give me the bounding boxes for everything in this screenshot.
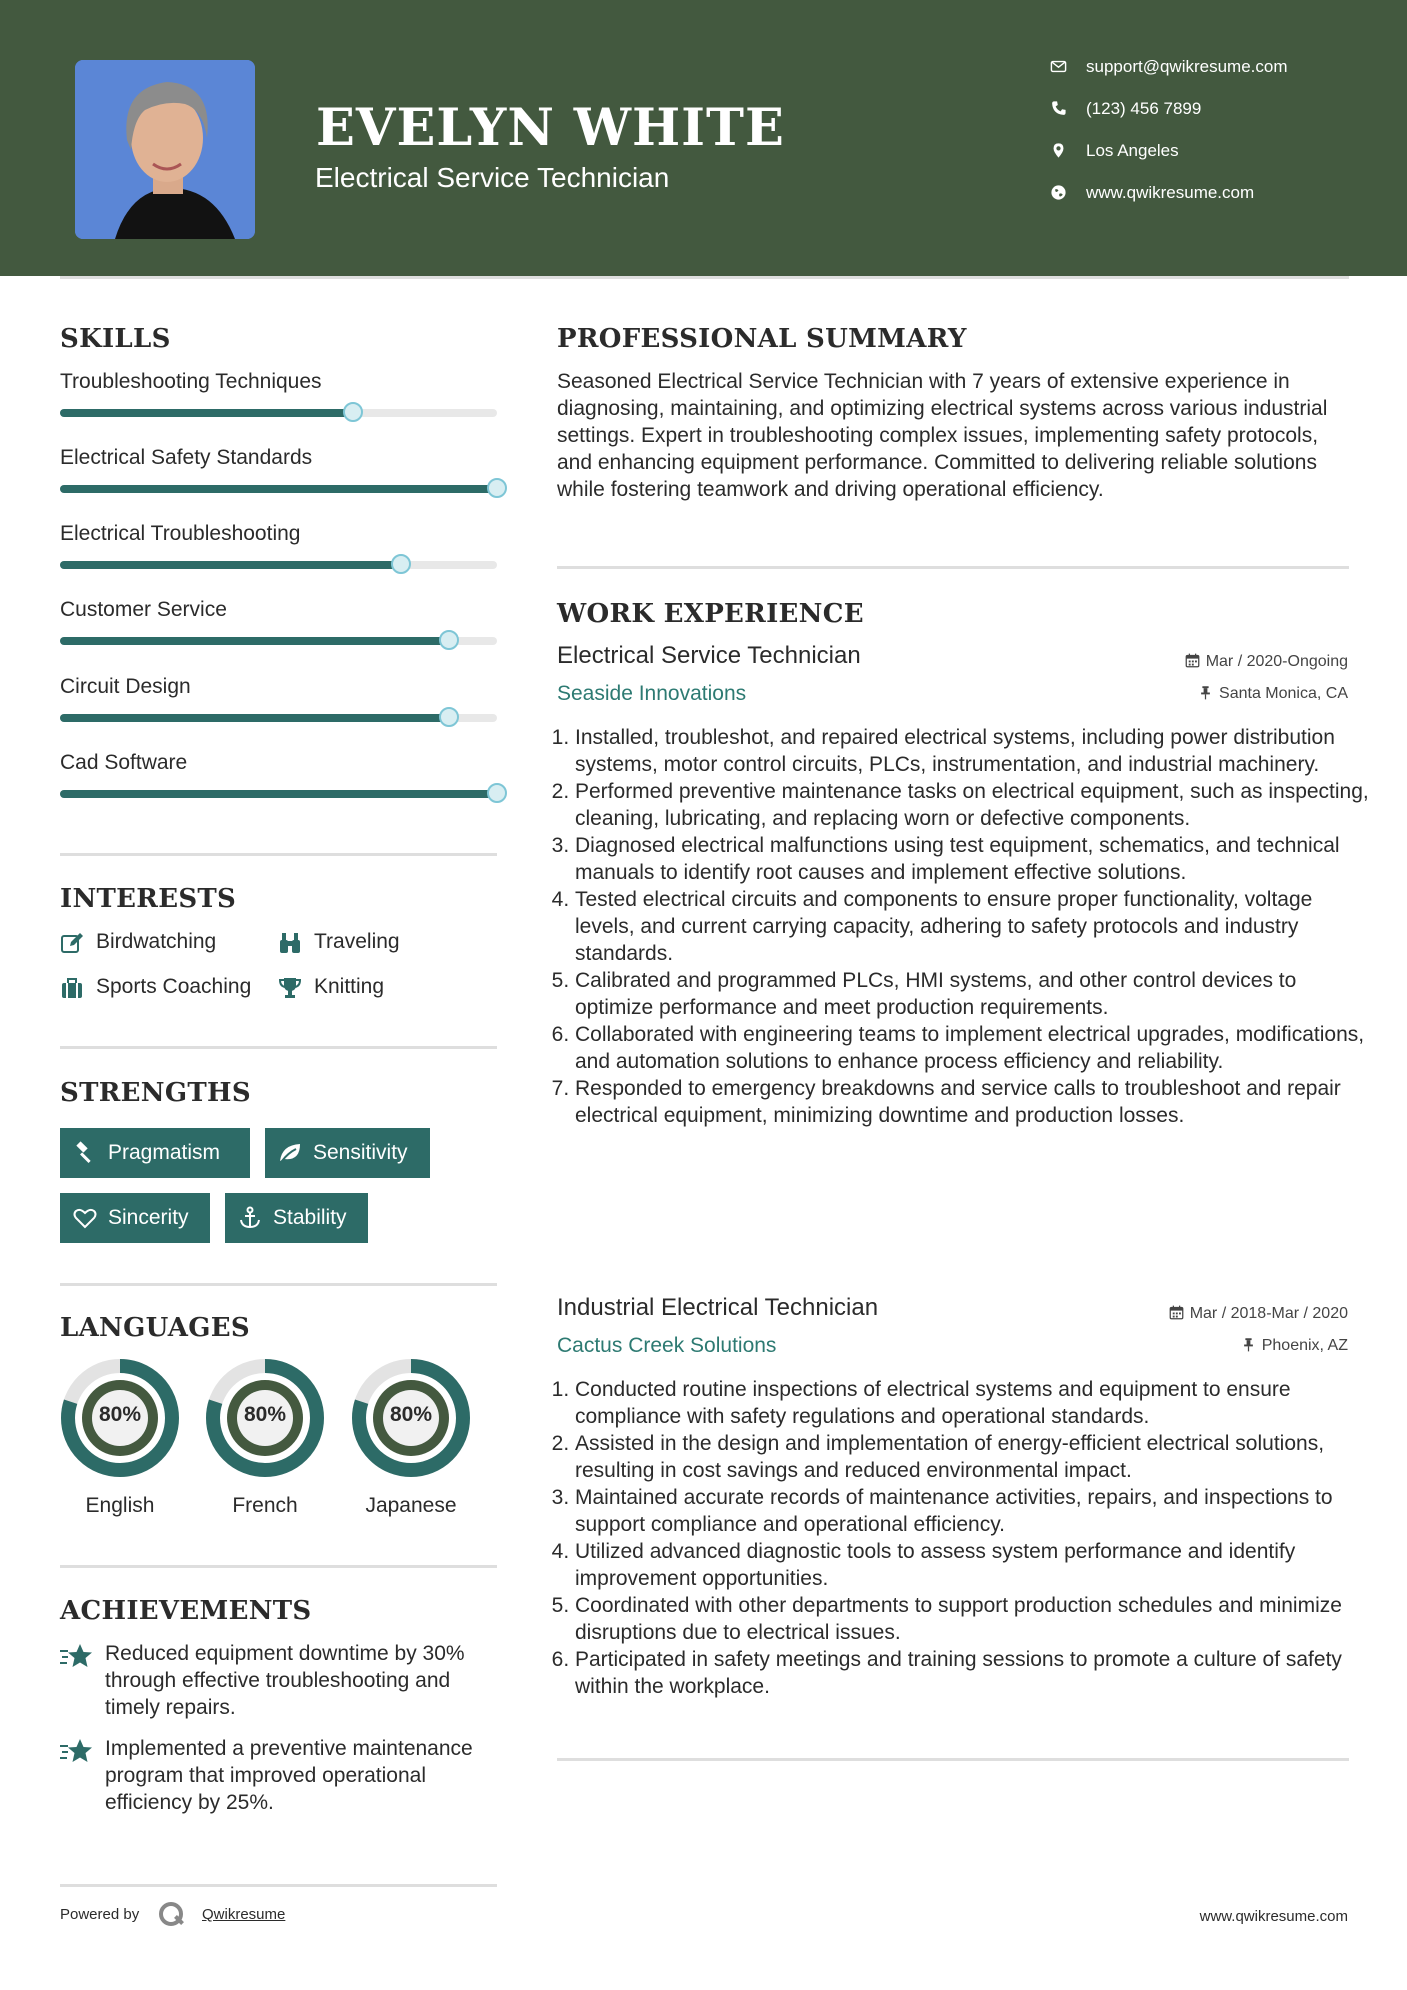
job-location-text: Santa Monica, CA — [1219, 685, 1348, 702]
duty-item: 4. Tested electrical circuits and components to ensure proper functionality, voltage levels, and current carrying capacity, adhering to safety protocols and industry standards. — [575, 886, 1375, 967]
section-divider — [60, 1283, 497, 1286]
skill-label: Cad Software — [60, 751, 188, 774]
job-dates-text: Mar / 2020-Ongoing — [1205, 653, 1348, 670]
duty-item: 3. Diagnosed electrical malfunctions using test equipment, schematics, and technical manuals to identify root causes and implement effective solutions. — [575, 832, 1375, 886]
skill-item — [60, 751, 497, 827]
language-item — [204, 1357, 326, 1527]
duty-list — [552, 724, 1375, 1129]
section-divider — [60, 1884, 497, 1887]
language-item — [350, 1357, 472, 1527]
leaf-icon — [278, 1141, 302, 1165]
skills-heading: SKILLS — [60, 324, 171, 354]
duty-item: 2. Performed preventive maintenance tasks on electrical equipment, such as inspecting, cleaning, lubricating, and replacing worn or defective components. — [575, 778, 1375, 832]
language-item — [59, 1357, 181, 1527]
interest-label: Traveling — [314, 930, 400, 953]
skill-label: Electrical Safety Standards — [60, 446, 313, 469]
map-pin-icon — [1050, 142, 1067, 159]
skill-bar — [60, 714, 497, 722]
skill-label: Troubleshooting Techniques — [60, 370, 322, 393]
job-title: Electrical Service Technician — [557, 642, 861, 669]
interests-heading: INTERESTS — [60, 884, 237, 914]
skill-item — [60, 598, 497, 674]
job-location — [1241, 1337, 1348, 1355]
strength-badge — [265, 1128, 430, 1178]
skill-item — [60, 446, 497, 522]
pushpin-icon — [1198, 685, 1213, 700]
achievement-text: Implemented a preventive maintenance program that improved operational efficiency by 25%. — [105, 1737, 473, 1814]
skill-bar-knob — [487, 783, 507, 803]
skill-bar-fill — [60, 409, 353, 417]
skill-bar-fill — [60, 714, 449, 722]
duty-item: 4. Utilized advanced diagnostic tools to assess system performance and identify improvement opportunities. — [575, 1538, 1375, 1592]
profile-photo — [75, 60, 255, 239]
qwikresume-link[interactable]: Qwikresume — [202, 1906, 286, 1923]
achievement-item — [60, 1735, 490, 1847]
interest-label: Sports Coaching — [96, 975, 252, 998]
skill-bar-knob — [391, 554, 411, 574]
achievement-item — [60, 1640, 490, 1726]
duty-item: 2. Assisted in the design and implementation of energy-efficient electrical solutions, resulting in cost savings and reduced environmental impact. — [575, 1430, 1375, 1484]
envelope-icon — [1050, 58, 1067, 75]
duty-item: 5. Calibrated and programmed PLCs, HMI systems, and other control devices to optimize performance and meet production requirements. — [575, 967, 1375, 1021]
job-dates — [1169, 1305, 1348, 1323]
duty-list — [552, 1376, 1375, 1700]
skill-bar-fill — [60, 790, 497, 798]
strength-label: Sincerity — [108, 1206, 189, 1229]
strength-badge — [225, 1193, 368, 1243]
duty-item: 7. Responded to emergency breakdowns and service calls to troubleshoot and repair electrical equipment, minimizing downtime and production losses. — [575, 1075, 1375, 1129]
contact-email-text: support@qwikresume.com — [1086, 57, 1288, 76]
strength-label: Stability — [273, 1206, 347, 1229]
contact-phone-text: (123) 456 7899 — [1086, 99, 1202, 118]
skill-bar — [60, 409, 497, 417]
section-divider — [60, 1565, 497, 1568]
calendar-icon — [1169, 1305, 1184, 1320]
job-location-text: Phoenix, AZ — [1261, 1337, 1348, 1354]
anchor-icon — [238, 1206, 262, 1230]
gavel-icon — [73, 1141, 97, 1165]
pencil-square-icon — [60, 931, 84, 955]
skill-item — [60, 522, 497, 598]
section-divider — [60, 1046, 497, 1049]
language-percent: 80% — [389, 1403, 433, 1426]
languages-heading: LANGUAGES — [60, 1313, 250, 1343]
skill-bar — [60, 637, 497, 645]
duty-item: 3. Maintained accurate records of maintenance activities, repairs, and inspections to support compliance and operational efficiency. — [575, 1484, 1375, 1538]
skill-item — [60, 370, 497, 446]
language-name: French — [232, 1494, 298, 1517]
skill-bar-fill — [60, 561, 401, 569]
section-divider — [557, 566, 1349, 569]
job-company: Seaside Innovations — [557, 682, 747, 705]
skill-bar — [60, 790, 497, 798]
star-icon — [60, 1737, 93, 1766]
skill-label: Circuit Design — [60, 675, 191, 698]
powered-by-label: Powered by — [60, 1906, 140, 1923]
skill-label: Electrical Troubleshooting — [60, 522, 301, 545]
duty-item: 5. Coordinated with other departments to support production schedules and minimize disruptions due to electrical issues. — [575, 1592, 1375, 1646]
skill-bar-knob — [343, 402, 363, 422]
heart-icon — [73, 1206, 97, 1230]
duty-item: 1. Conducted routine inspections of electrical systems and equipment to ensure compliance with safety regulations and operational standards. — [575, 1376, 1375, 1430]
job-location — [1198, 685, 1348, 703]
language-percent: 80% — [243, 1403, 287, 1426]
pushpin-icon — [1241, 1337, 1256, 1352]
interest-item — [278, 928, 438, 958]
binoculars-icon — [278, 931, 302, 955]
calendar-icon — [1185, 653, 1200, 668]
section-divider — [60, 853, 497, 856]
contact-location-text: Los Angeles — [1086, 141, 1179, 160]
contact-website-text: www.qwikresume.com — [1086, 183, 1255, 202]
strength-label: Sensitivity — [313, 1141, 408, 1164]
resume-header — [0, 0, 1407, 276]
job-title: Industrial Electrical Technician — [557, 1294, 879, 1321]
strengths-heading: STRENGTHS — [60, 1078, 251, 1108]
skill-bar-knob — [487, 478, 507, 498]
experience-heading: WORK EXPERIENCE — [557, 599, 864, 629]
phone-icon — [1050, 100, 1067, 117]
skill-bar-knob — [439, 707, 459, 727]
strength-label: Pragmatism — [108, 1141, 221, 1164]
globe-icon — [1050, 184, 1067, 201]
footer-website[interactable]: www.qwikresume.com — [1199, 1908, 1348, 1925]
language-name: Japanese — [365, 1494, 457, 1517]
header-divider — [60, 276, 1349, 279]
duty-item: 1. Installed, troubleshot, and repaired electrical systems, including power distribution systems, motor control circuits, PLCs, instrumentation, and industrial machinery. — [575, 724, 1375, 778]
skill-bar-fill — [60, 637, 449, 645]
skill-bar-fill — [60, 485, 497, 493]
interest-item — [60, 928, 280, 958]
language-name: English — [85, 1494, 155, 1517]
strength-badge — [60, 1128, 250, 1178]
job-dates-text: Mar / 2018-Mar / 2020 — [1189, 1305, 1348, 1322]
job-company: Cactus Creek Solutions — [557, 1334, 777, 1357]
skill-bar — [60, 485, 497, 493]
achievement-text: Reduced equipment downtime by 30% through effective troubleshooting and timely repairs. — [105, 1642, 465, 1719]
skill-bar — [60, 561, 497, 569]
summary-heading: PROFESSIONAL SUMMARY — [557, 324, 967, 354]
candidate-name: EVELYN WHITE — [316, 98, 785, 158]
job-dates — [1185, 653, 1348, 671]
interest-item — [60, 973, 280, 1003]
skill-bar-knob — [439, 630, 459, 650]
section-divider — [557, 1758, 1349, 1761]
skill-label: Customer Service — [60, 598, 227, 621]
star-icon — [60, 1642, 93, 1671]
qwikresume-logo-icon — [157, 1900, 187, 1930]
interest-item — [278, 973, 438, 1003]
duty-item: 6. Collaborated with engineering teams to implement electrical upgrades, modifications, and automation solutions to enhance process efficiency and reliability. — [575, 1021, 1375, 1075]
trophy-icon — [278, 976, 302, 1000]
interest-label: Birdwatching — [96, 930, 217, 953]
language-percent: 80% — [98, 1403, 142, 1426]
suitcase-icon — [60, 976, 84, 1000]
skill-item — [60, 675, 497, 751]
achievements-heading: ACHIEVEMENTS — [60, 1596, 312, 1626]
duty-item: 6. Participated in safety meetings and training sessions to promote a culture of safety within the workplace. — [575, 1646, 1375, 1700]
candidate-role: Electrical Service Technician — [315, 162, 670, 193]
summary-text: Seasoned Electrical Service Technician with 7 years of extensive experience in diagnosing, maintaining, and optimizing electrical systems across various industrial settings. Expert in troubleshooting complex issues, implementing safety protocols, and enhancing equipment performance. Committed to delivering reliable solutions while fostering teamwork and driving operational efficiency. — [557, 370, 1328, 501]
interest-label: Knitting — [314, 975, 385, 998]
strength-badge — [60, 1193, 210, 1243]
